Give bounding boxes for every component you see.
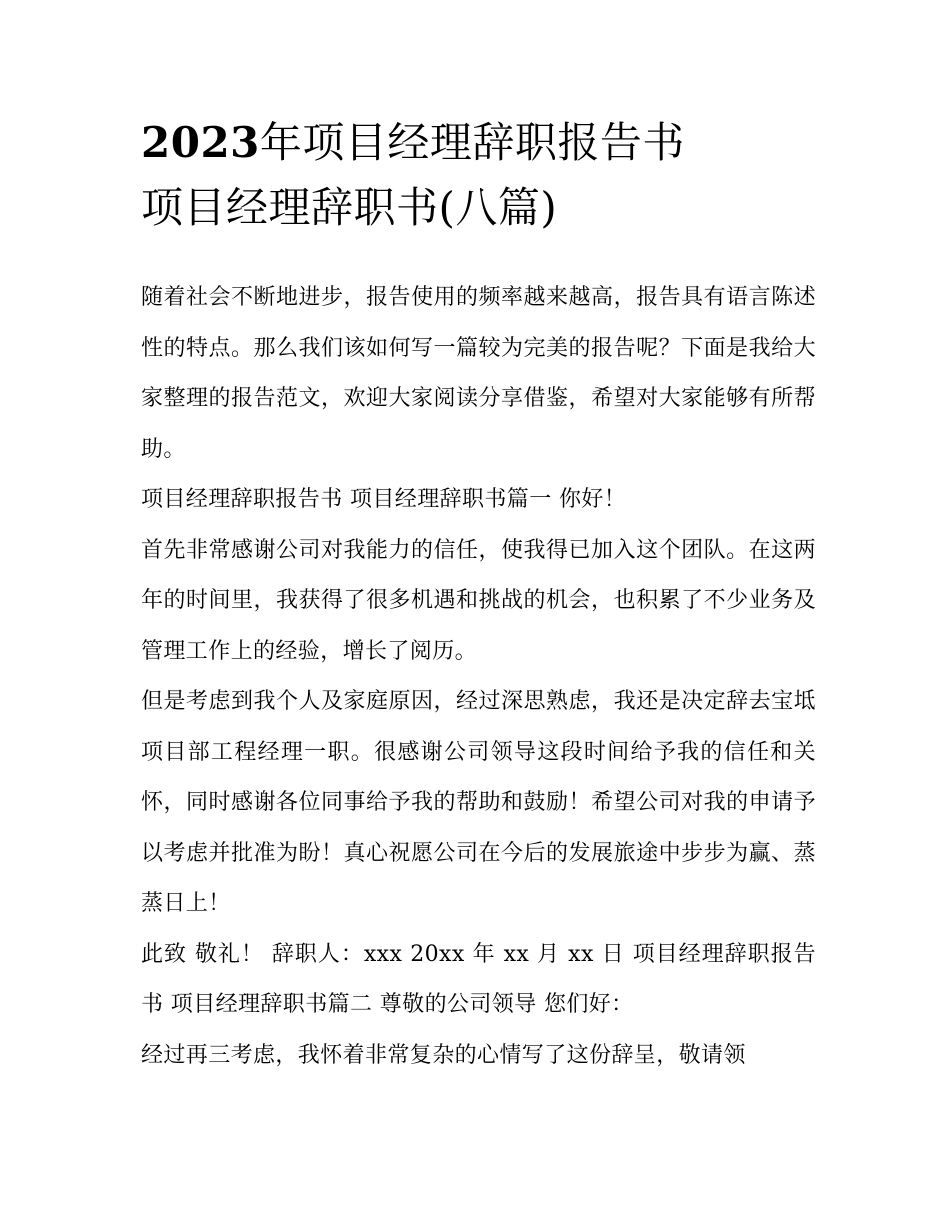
document-body bbox=[141, 273, 816, 1081]
title-line-2: 项目经理辞职书(八篇) bbox=[141, 183, 558, 232]
paragraph-closing-and-section-two: 此致 敬礼！ 辞职人：xxx 20xx 年 xx 月 xx 日 项目经理辞职报告书 项目经理辞职书篇二 尊敬的公司领导 您们好： bbox=[141, 941, 816, 1017]
paragraph-resignation-reason: 但是考虑到我个人及家庭原因，经过深思熟虑，我还是决定辞去宝坻项目部工程经理一职。很感谢公司领导这段时间给予我的信任和关怀，同时感谢各位同事给予我的帮助和鼓励！希望公司对我的申请予以考虑并批准为盼！真心祝愿公司在今后的发展旅途中步步为赢、蒸蒸日上！ bbox=[141, 689, 816, 916]
title-year: 2023 bbox=[141, 118, 260, 167]
document-content bbox=[141, 118, 816, 1081]
paragraph-section-one-heading: 项目经理辞职报告书 项目经理辞职书篇一 你好！ bbox=[141, 487, 627, 512]
title-line-1-text: 年项目经理辞职报告书 bbox=[259, 118, 685, 167]
title-line-1 bbox=[141, 118, 816, 183]
paragraph-section-two-start: 经过再三考虑，我怀着非常复杂的心情写了这份辞呈，敬请领 bbox=[141, 1042, 746, 1068]
document-title bbox=[141, 118, 816, 248]
paragraph-gratitude: 首先非常感谢公司对我能力的信任，使我得已加入这个团队。在这两年的时间里，我获得了很多机遇和挑战的机会，也积累了不少业务及管理工作上的经验，增长了阅历。 bbox=[141, 537, 816, 664]
paragraph-intro: 随着社会不断地进步，报告使用的频率越来越高，报告具有语言陈述性的特点。那么我们该如何写一篇较为完美的报告呢？下面是我给大家整理的报告范文，欢迎大家阅读分享借鉴，希望对大家能够有所帮助。 bbox=[141, 285, 816, 462]
